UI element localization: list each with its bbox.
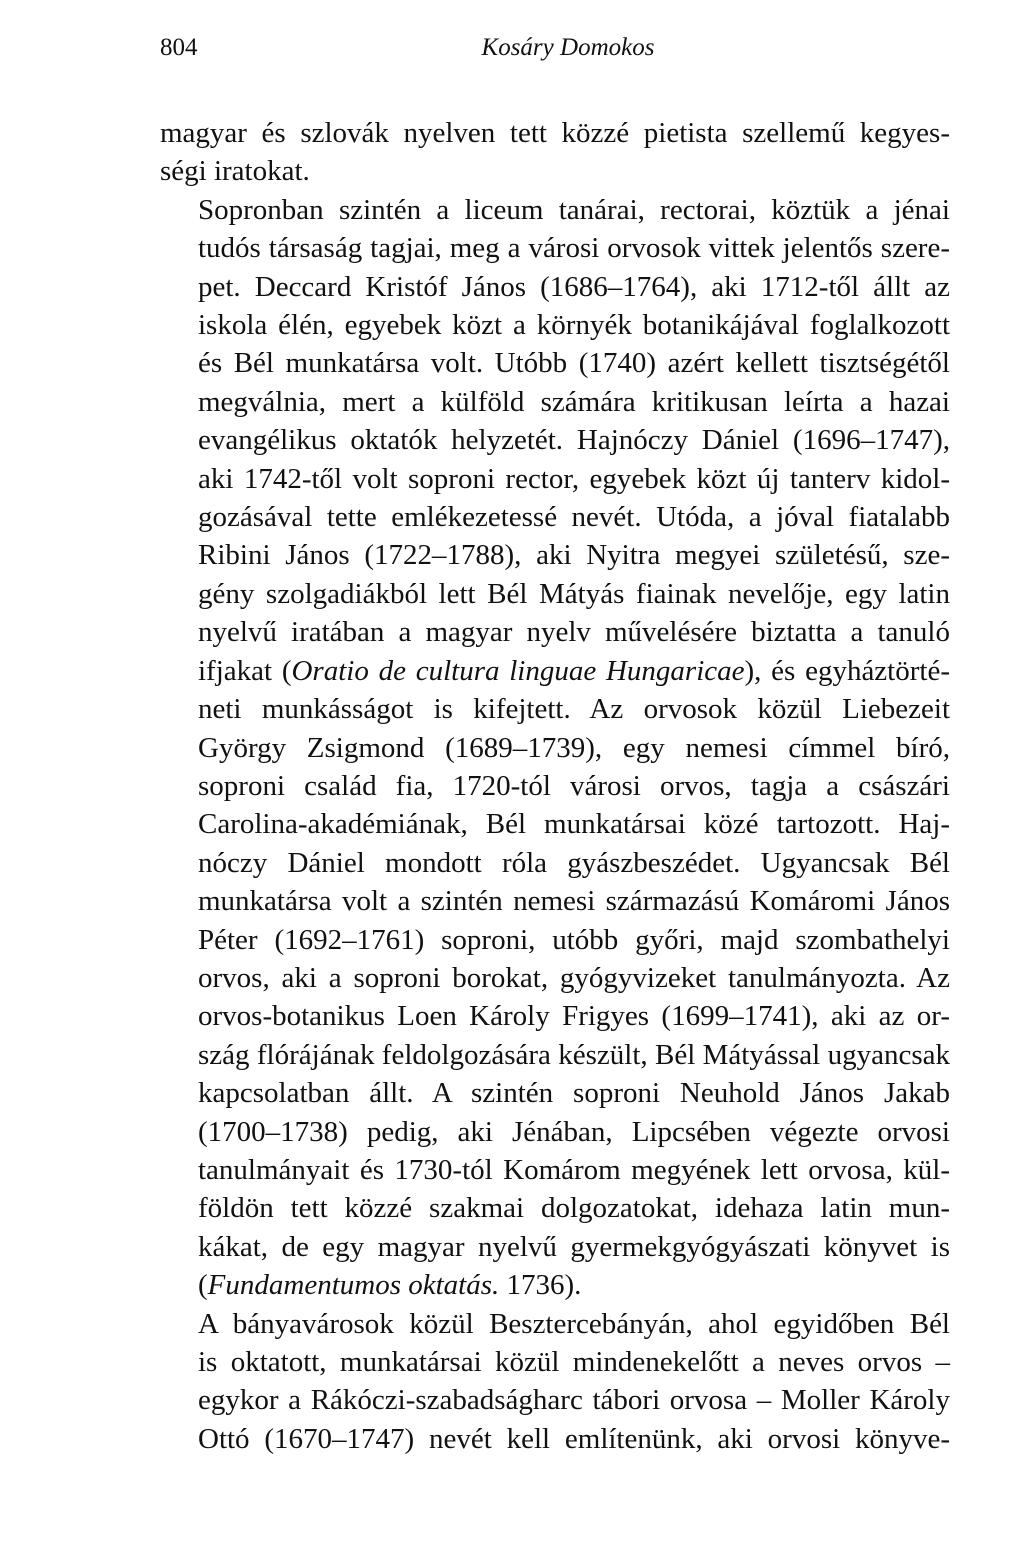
text-line: pet. Deccard Kristóf János (1686–1764), aki 1712-től állt az (198, 270, 950, 303)
text-line: (1700–1738) pedig, aki Jénában, Lipcsében végezte orvosi (198, 1115, 950, 1148)
text-line: ségi iratokat. (160, 155, 310, 188)
text-line: orvos-botanikus Loen Károly Frigyes (1699–1741), aki az or- (198, 1000, 950, 1033)
running-head (160, 34, 950, 70)
text-line: is oktatott, munkatársai közül mindenekelőtt a neves orvos – (198, 1346, 950, 1378)
text-line: A bányavárosok közül Besztercebányán, ahol egyidőben Bél (198, 1307, 950, 1340)
text-line: és Bél munkatársa volt. Utóbb (1740) azért kellett tisztségétől (198, 347, 950, 380)
text-line: (Fundamentumos oktatás. 1736). (198, 1269, 582, 1302)
text-line: szág flórájának feldolgozására készült, Bél Mátyással ugyancsak (198, 1038, 950, 1071)
text-line: munkatársa volt a szintén nemesi származású Komáromi János (198, 885, 950, 918)
text-line: evangélikus oktatók helyzetét. Hajnóczy Dániel (1696–1747), (198, 424, 950, 457)
text-line: aki 1742-től volt soproni rector, egyebek közt új tanterv kidol- (198, 462, 950, 495)
text-line: orvos, aki a soproni borokat, gyógyvizeket tanulmányozta. Az (198, 961, 950, 994)
text-line: György Zsigmond (1689–1739), egy nemesi címmel bíró, (198, 731, 950, 764)
text-line: tudós társaság tagjai, meg a városi orvosok vittek jelentős szere- (198, 232, 950, 265)
running-title: Kosáry Domokos (481, 34, 655, 61)
text-line: Sopronban szintén a liceum tanárai, rectorai, köztük a jénai (198, 193, 950, 226)
page-number: 804 (160, 34, 198, 61)
text-line: gozásával tette emlékezetessé nevét. Utóda, a jóval fiatalabb (198, 501, 950, 534)
text-line: iskola élén, egyebek közt a környék botanikájával foglalkozott (198, 309, 950, 342)
text-line: nóczy Dániel mondott róla gyászbeszédet. Ugyancsak Bél (198, 846, 950, 879)
paragraph (160, 114, 950, 191)
text-line: nyelvű iratában a magyar nyelv művelésére biztatta a tanuló (198, 616, 950, 649)
document-page (160, 34, 950, 1458)
paragraph (160, 191, 950, 1305)
text-line: földön tett közzé szakmai dolgozatokat, idehaza latin mun- (198, 1192, 950, 1225)
text-line: Ottó (1670–1747) nevét kell említenünk, aki orvosi könyve- (198, 1422, 950, 1455)
body-text (160, 114, 950, 1458)
text-line: gény szolgadiákból lett Bél Mátyás fiainak nevelője, egy latin (198, 577, 950, 610)
paragraph (160, 1305, 950, 1459)
text-line: kákat, de egy magyar nyelvű gyermekgyógyászati könyvet is (198, 1230, 950, 1263)
text-line: egykor a Rákóczi-szabadságharc tábori orvosa – Moller Károly (198, 1384, 950, 1417)
text-line: kapcsolatban állt. A szintén soproni Neuhold János Jakab (198, 1077, 950, 1110)
text-line: magyar és szlovák nyelven tett közzé pietista szellemű kegyes- (160, 117, 950, 149)
text-line: Carolina-akadémiának, Bél munkatársai közé tartozott. Haj- (198, 808, 950, 841)
text-line: soproni család fia, 1720-tól városi orvos, tagja a császári (198, 769, 950, 802)
text-line: Ribini János (1722–1788), aki Nyitra megyei születésű, sze- (198, 539, 950, 572)
text-line: Péter (1692–1761) soproni, utóbb győri, majd szombathelyi (198, 923, 950, 956)
text-line: megválnia, mert a külföld számára kritikusan leírta a hazai (198, 385, 950, 418)
text-line: neti munkásságot is kifejtett. Az orvosok közül Liebezeit (198, 693, 950, 726)
text-line: ifjakat (Oratio de cultura linguae Hungaricae), és egyháztörté- (198, 654, 950, 687)
text-line: tanulmányait és 1730-tól Komárom megyének lett orvosa, kül- (198, 1153, 950, 1186)
